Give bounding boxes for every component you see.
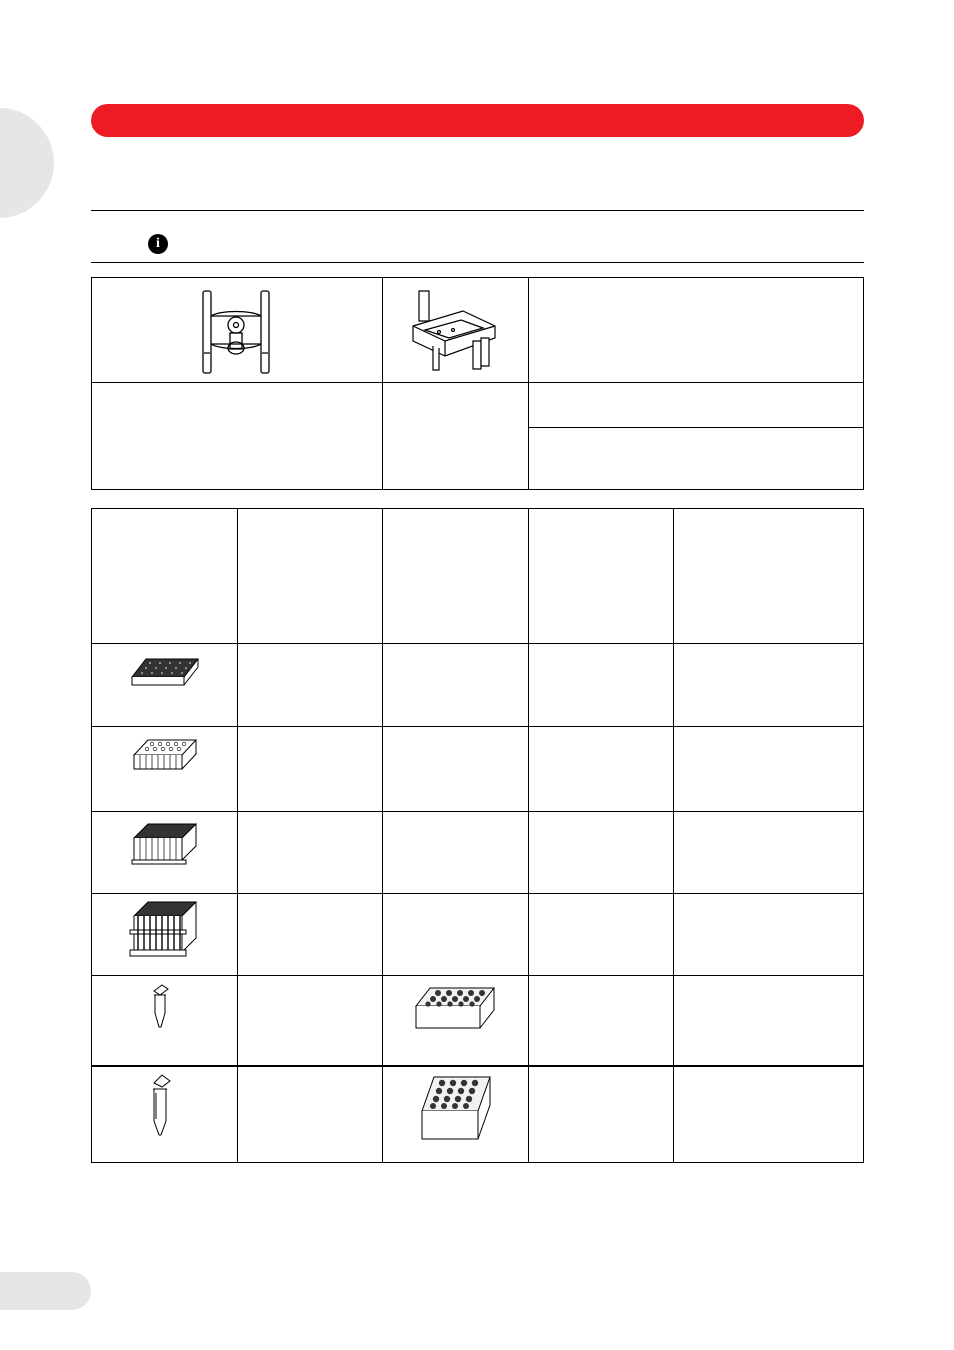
note-top-rule — [91, 210, 864, 211]
deepwell-plate-image — [130, 822, 200, 867]
pcr-plate-image — [130, 737, 200, 777]
thermoblock-24-image — [412, 984, 498, 1044]
plate-carrier-image — [403, 286, 503, 381]
rotor-image — [190, 288, 280, 378]
microplate-96-image — [130, 655, 200, 690]
info-icon: i — [148, 234, 168, 254]
chapter-title-bar — [91, 104, 864, 137]
tube-rack-image — [128, 900, 202, 960]
thermoblock-24-deep-image — [418, 1073, 494, 1145]
note-bottom-rule — [91, 262, 864, 263]
micro-tube-large-image — [148, 1073, 174, 1139]
consumables-table — [91, 508, 864, 1163]
chapter-side-tab — [0, 108, 54, 218]
micro-tube-small-image — [150, 983, 172, 1029]
page-number-tab — [0, 1272, 91, 1310]
